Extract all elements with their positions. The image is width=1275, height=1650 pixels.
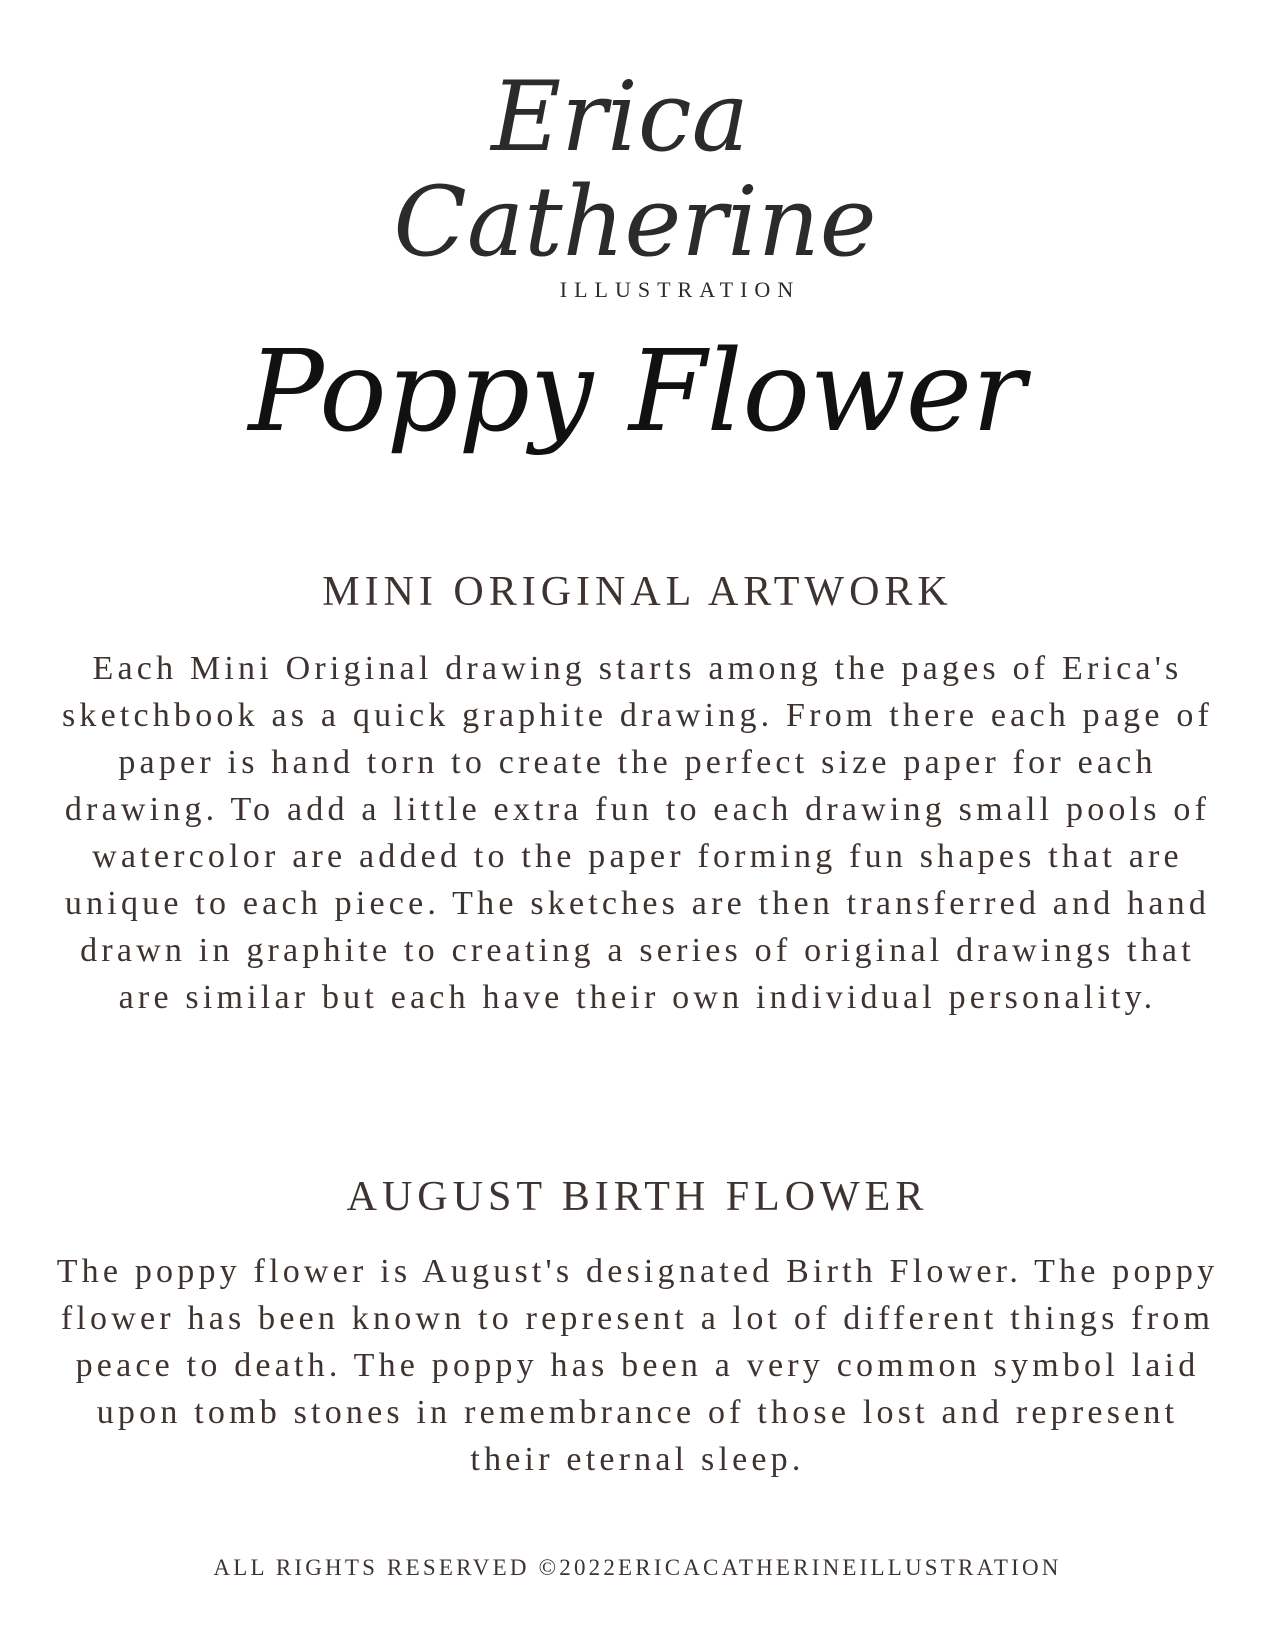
- page-title-text: Poppy Flower: [248, 327, 1026, 457]
- logo-line-1: Erica: [491, 61, 749, 173]
- copyright-footer: ALL RIGHTS RESERVED ©2022ERICACATHERINEILLUSTRATION: [213, 1555, 1062, 1580]
- logo-subtitle: ILLUSTRATION: [559, 277, 801, 302]
- section-heading-birth-flower: AUGUST BIRTH FLOWER: [346, 1174, 929, 1220]
- page-title: [0, 325, 1275, 485]
- logo-line-2: Catherine: [393, 166, 877, 278]
- brand-logo: [0, 55, 1275, 305]
- section-body-mini-original: Each Mini Original drawing starts among the pages of Erica's sketchbook as a quick graphite drawing. From there each page of paper is hand torn to create the perfect size paper for each drawing. To add a little extra fun to each drawing small pools of watercolor are added to the paper forming fun shapes that are unique to each piece. The sketches are then transferred and hand drawn in graphite to creating a series of original drawings that are similar but each have their own individual personality.: [61, 650, 1214, 1016]
- logo-script: [0, 55, 1275, 305]
- section-heading-mini-original: MINI ORIGINAL ARTWORK: [322, 569, 953, 615]
- section-body-birth-flower: The poppy flower is August's designated Birth Flower. The poppy flower has been known to represent a lot of different things from peace to death. The poppy has been a very common symbol laid upon tomb stones in remembrance of those lost and represent their eternal sleep.: [56, 1253, 1219, 1478]
